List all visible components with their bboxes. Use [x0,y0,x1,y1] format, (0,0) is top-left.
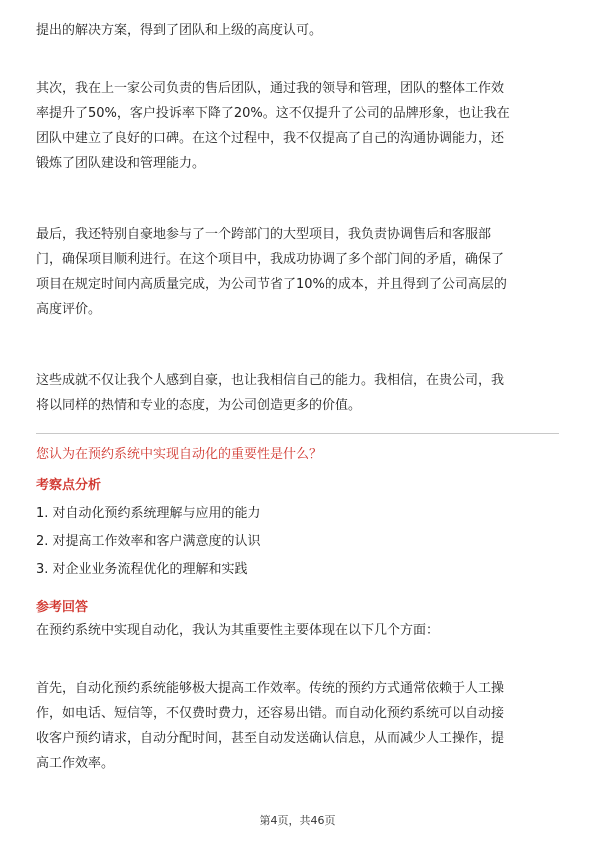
page-footer: 第4页，共46页 [259,814,336,827]
body-paragraph [36,76,562,176]
paragraph-line: 最后，我还特别自豪地参与了一个跨部门的大型项目，我负责协调售后和客服部 [36,227,492,242]
paragraph-line: 锻炼了团队建设和管理能力。 [36,156,206,171]
answer-heading: 参考回答 [36,600,89,615]
body-paragraph [36,368,562,418]
paragraph-line: 高度评价。 [36,302,102,317]
paragraph-line: 率提升了50%，客户投诉率下降了20%。这不仅提升了公司的品牌形象，也让我在 [36,106,510,121]
paragraph-line: 高工作效率。 [36,756,115,771]
paragraph-line: 收客户预约请求，自动分配时间，甚至自动发送确认信息，从而减少人工操作，提 [36,731,505,746]
paragraph-line: 其次，我在上一家公司负责的售后团队，通过我的领导和管理，团队的整体工作效 [36,81,505,96]
paragraph-line: 这些成就不仅让我个人感到自豪，也让我相信自己的能力。我相信，在贵公司，我 [36,373,505,388]
paragraph-line: 项目在规定时间内高质量完成，为公司节省了10%的成本，并且得到了公司高层的 [36,277,507,292]
paragraph-line: 首先，自动化预约系统能够极大提高工作效率。传统的预约方式通常依赖于人工操 [36,681,505,696]
paragraph-line: 作，如电话、短信等，不仅费时费力，还容易出错。而自动化预约系统可以自动接 [36,706,505,721]
paragraph-line: 门，确保项目顺利进行。在这个项目中，我成功协调了多个部门间的矛盾，确保了 [36,252,505,267]
paragraph-line: 将以同样的热情和专业的态度，为公司创造更多的价值。 [36,398,362,413]
analysis-item: 2. 对提高工作效率和客户满意度的认识 [36,534,261,549]
paragraph-line: 提出的解决方案，得到了团队和上级的高度认可。 [36,23,323,38]
answer-paragraph [36,618,562,643]
answer-paragraph [36,676,562,776]
paragraph-line: 在预约系统中实现自动化，我认为其重要性主要体现在以下几个方面： [36,623,440,638]
question-title: 您认为在预约系统中实现自动化的重要性是什么？ [36,447,323,462]
body-paragraph [36,18,562,43]
section-divider [36,433,559,434]
analysis-heading: 考察点分析 [36,478,102,493]
analysis-item: 3. 对企业业务流程优化的理解和实践 [36,562,248,577]
body-paragraph [36,222,562,322]
paragraph-line: 团队中建立了良好的口碑。在这个过程中，我不仅提高了自己的沟通协调能力，还 [36,131,505,146]
analysis-item: 1. 对自动化预约系统理解与应用的能力 [36,506,261,521]
